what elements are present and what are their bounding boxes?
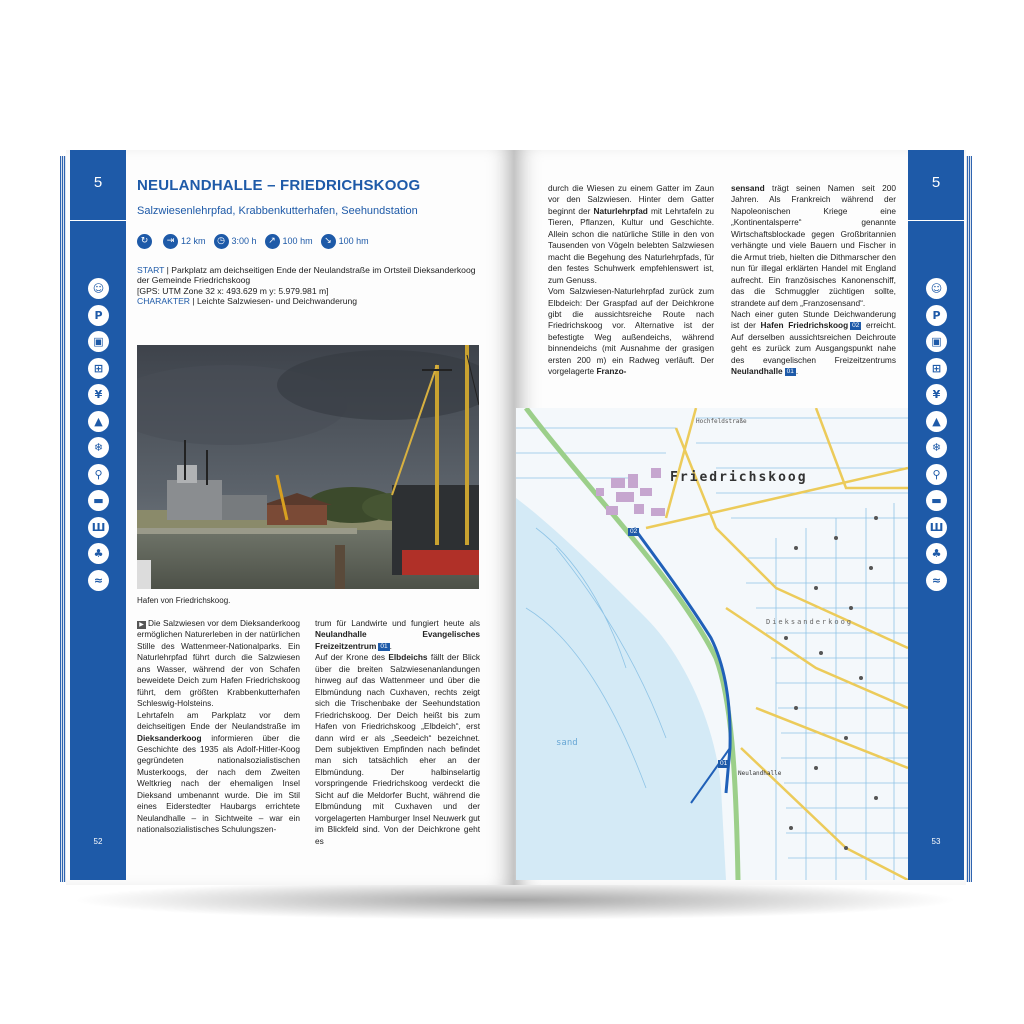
tour-info (137, 265, 482, 306)
paragraph (548, 183, 714, 286)
start-text: | Parkplatz am deichseitigen Ende der Neulandstraße im Ortsteil Dieksanderkoog der Gemeinde Friedrichskoog (137, 265, 476, 286)
text-run: Die Salzwiesen vor dem Dieksanderkoog ermöglichen Naturerleben in der natürlichen Stille des Wattenmeer-Nationalparks. Ein Naturlehrpfad führt durch die Salzwiesen ans Wasser, während der von Schafen beweidete Deich zum Hafen Friedrichskoog führt, dem größten Krabbenkutterhafen Schleswig-Holsteins. (137, 618, 300, 709)
tour-title: NEULANDHALLE – FRIEDRICHSKOOG (137, 177, 421, 194)
paragraph (731, 183, 896, 309)
cable-car-icon: ⊞ (926, 358, 947, 379)
bicycle-icon: ⚲ (926, 464, 947, 485)
tour-stats (137, 232, 377, 250)
bold-run: Elbdeichs (388, 652, 428, 663)
character-text: | Leichte Salzwiesen- und Deichwanderung (190, 295, 358, 306)
harbor-photo-image (137, 345, 479, 589)
bold-run: Franzo- (596, 366, 627, 377)
distance-value: 12 km (181, 236, 206, 246)
waypoint-ref-01: 01 (380, 642, 388, 650)
right-text-column-1 (548, 183, 714, 378)
stat-loop (137, 234, 155, 249)
map-place-label: Hochfeldstraße (696, 418, 747, 425)
paragraph: trum für Landwirte und fungiert heute als Neulandhalle Evangelisches Freizeitzentrum 01 . (315, 618, 480, 651)
bold-run: Naturlehrpfad (593, 205, 648, 216)
character-label: CHARAKTER (137, 295, 191, 306)
swimming-icon: ≈ (926, 570, 947, 591)
text-run: fällt der Blick über die breiten Salzwiesenanlandungen hinweg auf das Wattenmeer und über die Elbmündung nach Cuxhaven, rechts zeigt sich die Trischenbake der Seehundstation Friedrichskoog. Der Deich heißt bis zum Hafen von Friedrichskoog „Elbdeich“, erst dann wird er als „Seedeich“ bezeichnet. Dem subjektiven Empfinden nach befindet man sich tatsächlich eher an der Elbmündung. Der halbinselartig vorspringende Friedrichskoog verdeckt die Sicht auf die Meldorfer Bucht, während die Elbmündung mit Cuxhaven und der vorgelagerten Hamburger Insel Neuwerk gut im Blickfeld sind. Von der Deichkrone geht es (315, 652, 480, 846)
forest-icon: ♣ (926, 543, 947, 564)
cable-car-icon: ⊞ (88, 358, 109, 379)
tour-subtitle: Salzwiesenlehrpfad, Krabbenkutterhafen, Seehundstation (137, 205, 418, 217)
stat-descent (321, 234, 369, 249)
winter-icon: ❄ (926, 437, 947, 458)
tour-number-box (70, 150, 126, 221)
text-run: Vom Salzwiesen-Naturlehrpfad zurück zum Elbdeich: Der Graspfad auf der Deichkrone gibt die aussichtsreiche Route nach Friedrichskoog vor. Alternative ist der befestigte Weg außendeichs, während binnendeichs (mit Ausnahme der grasigen ersten 200 m) ein Radweg verläuft. Der vorgelagerte (548, 286, 714, 377)
paragraph (137, 710, 300, 836)
text-run: mit Lehrtafeln zu Tieren, Pflanzen, Kultur und Geschichte. Allein schon die natürliche Stille in den von Tausenden von Vögeln belebten Salzwiesen macht die Begehung des Naturlehrpfads, für den festes Schuhwerk empfehlenswert ist, zum Genuss. (548, 205, 715, 285)
bus-icon: ▣ (926, 331, 947, 352)
paragraph (137, 618, 300, 710)
waypoint-ref-01: 01 (786, 368, 794, 376)
map-place-label: Neulandhalle (738, 770, 782, 777)
character-line (137, 296, 482, 306)
loop-icon: ↻ (137, 234, 152, 249)
descent-icon: ↘ (321, 234, 336, 249)
bold-run: Dieksanderkoog (137, 732, 202, 743)
restaurant-icon: ¥ (926, 384, 947, 405)
text-run: Auf der Krone des (315, 652, 389, 663)
book-shadow (70, 880, 960, 920)
map-place-label: sand (556, 738, 578, 748)
descent-value: 100 hm (338, 236, 369, 246)
map-town-label: Friedrichskoog (670, 470, 808, 485)
paragraph: Nach einer guten Stunde Deichwanderung ist der Hafen Friedrichskoog 02 erreicht. Auf derselben aussichtsreichen Deichroute geht es zurück zum Ausgangspunkt nahe des evangelischen Freizeitzentrums Neulandhalle 01 . (731, 308, 897, 377)
time-value: 3:00 h (231, 236, 257, 246)
parking-icon: P (926, 305, 947, 326)
tour-number: 5 (93, 174, 103, 191)
waypoint-ref-02: 02 (852, 322, 860, 330)
page-number-left: 52 (93, 837, 103, 846)
right-tab-band (908, 150, 964, 880)
train-icon: ▬ (88, 490, 109, 511)
bus-icon: ▣ (88, 331, 109, 352)
culture-icon: Ш (88, 517, 109, 538)
stat-ascent (265, 234, 313, 249)
category-icons-left (88, 278, 110, 596)
paragraph (315, 652, 480, 847)
bold-run: Neulandhalle (731, 366, 783, 377)
photo-caption: Hafen von Friedrichskoog. (137, 596, 231, 605)
kids-icon: ☺ (88, 278, 109, 299)
stat-time (214, 234, 257, 249)
winter-icon: ❄ (88, 437, 109, 458)
route-map (516, 408, 908, 880)
left-text-column-2 (315, 618, 480, 847)
bicycle-icon: ⚲ (88, 464, 109, 485)
text-run: Nach einer guten Stunde Deichwanderung ist der (731, 308, 896, 331)
harbor-photo (137, 345, 479, 589)
ascent-icon: ↗ (265, 234, 280, 249)
page-number-right: 53 (931, 837, 941, 846)
train-icon: ▬ (926, 490, 947, 511)
summit-icon: ▲ (88, 411, 109, 432)
gps-line: [GPS: UTM Zone 32 x: 493.629 m y: 5.979.981 m] (137, 285, 329, 296)
stat-distance (163, 234, 206, 249)
time-icon: ◷ (214, 234, 229, 249)
parking-icon: P (88, 305, 109, 326)
forest-icon: ♣ (88, 543, 109, 564)
text-run: Lehrtafeln am Parkplatz vor dem deichseitigen Ende der Neulandstraße im (137, 709, 300, 732)
ascent-value: 100 hm (282, 236, 313, 246)
bold-run: sensand (731, 183, 765, 193)
start-label: START (137, 265, 165, 275)
distance-icon: ⇥ (163, 234, 178, 249)
map-marker-02: 02 (630, 528, 638, 535)
bold-run: Neulandhalle Evangelisches Freizeitzentrum (315, 629, 480, 651)
tour-number-right: 5 (931, 174, 941, 191)
bold-run: Hafen Friedrichskoog (760, 320, 849, 331)
paragraph (548, 286, 714, 378)
text-run: erreicht. Auf derselben aussichtsreichen Deichroute geht es zurück zum Ausgangspunkt nahe des evangelischen Freizeitzentrums (731, 320, 897, 365)
summit-icon: ▲ (926, 411, 947, 432)
left-tab-band (70, 150, 126, 880)
right-text-column-2 (731, 183, 896, 378)
map-marker-01: 01 (720, 760, 728, 767)
start-line (137, 265, 482, 286)
culture-icon: Ш (926, 517, 947, 538)
text-run: trägt seinen Namen seit 200 Jahren. Als Frankreich während der Napoleonischen Kriege eine „Kontinentalsperre“ genannte Wirtschaftsblockade gegen Großbritannien verhängte und viele Bauern und Fischer in die Armut trieb, hielten die Dithmarscher den nun für illegal erklärten Handel mit England aufrecht. Ein französisches Kanonenschiff, das die Schmuggler züchtigen sollte, strandete auf dem „Franzosensand“. (731, 183, 896, 308)
kids-icon: ☺ (926, 278, 947, 299)
tour-number-box-right (908, 150, 964, 221)
text-run: informieren über die Geschichte des 1935 als Adolf-Hitler-Koog gegründeten nationalsozialistischen Musterkoogs, der nach dem Zweiten Weltkrieg nach der ehemaligen Insel Dieksand umbenannt wurde. Die im Stil eines Eiderstedter Haubargs errichtete Neulandhalle – in Sichtweite – war ein nationalsozialistisches Schulungszen- (137, 732, 300, 835)
text-run: durch die Wiesen zu einem Gatter im Zaun vor den Salzwiesen. Hinter dem Gatter beginnt der (548, 183, 714, 216)
category-icons-right (926, 278, 948, 596)
play-icon: ▶ (137, 621, 146, 629)
restaurant-icon: ¥ (88, 384, 109, 405)
text-run: trum für Landwirte und fungiert heute als (315, 618, 480, 628)
swimming-icon: ≈ (88, 570, 109, 591)
left-text-column-1 (137, 618, 300, 836)
map-place-label: Dieksanderkoog (766, 618, 854, 626)
